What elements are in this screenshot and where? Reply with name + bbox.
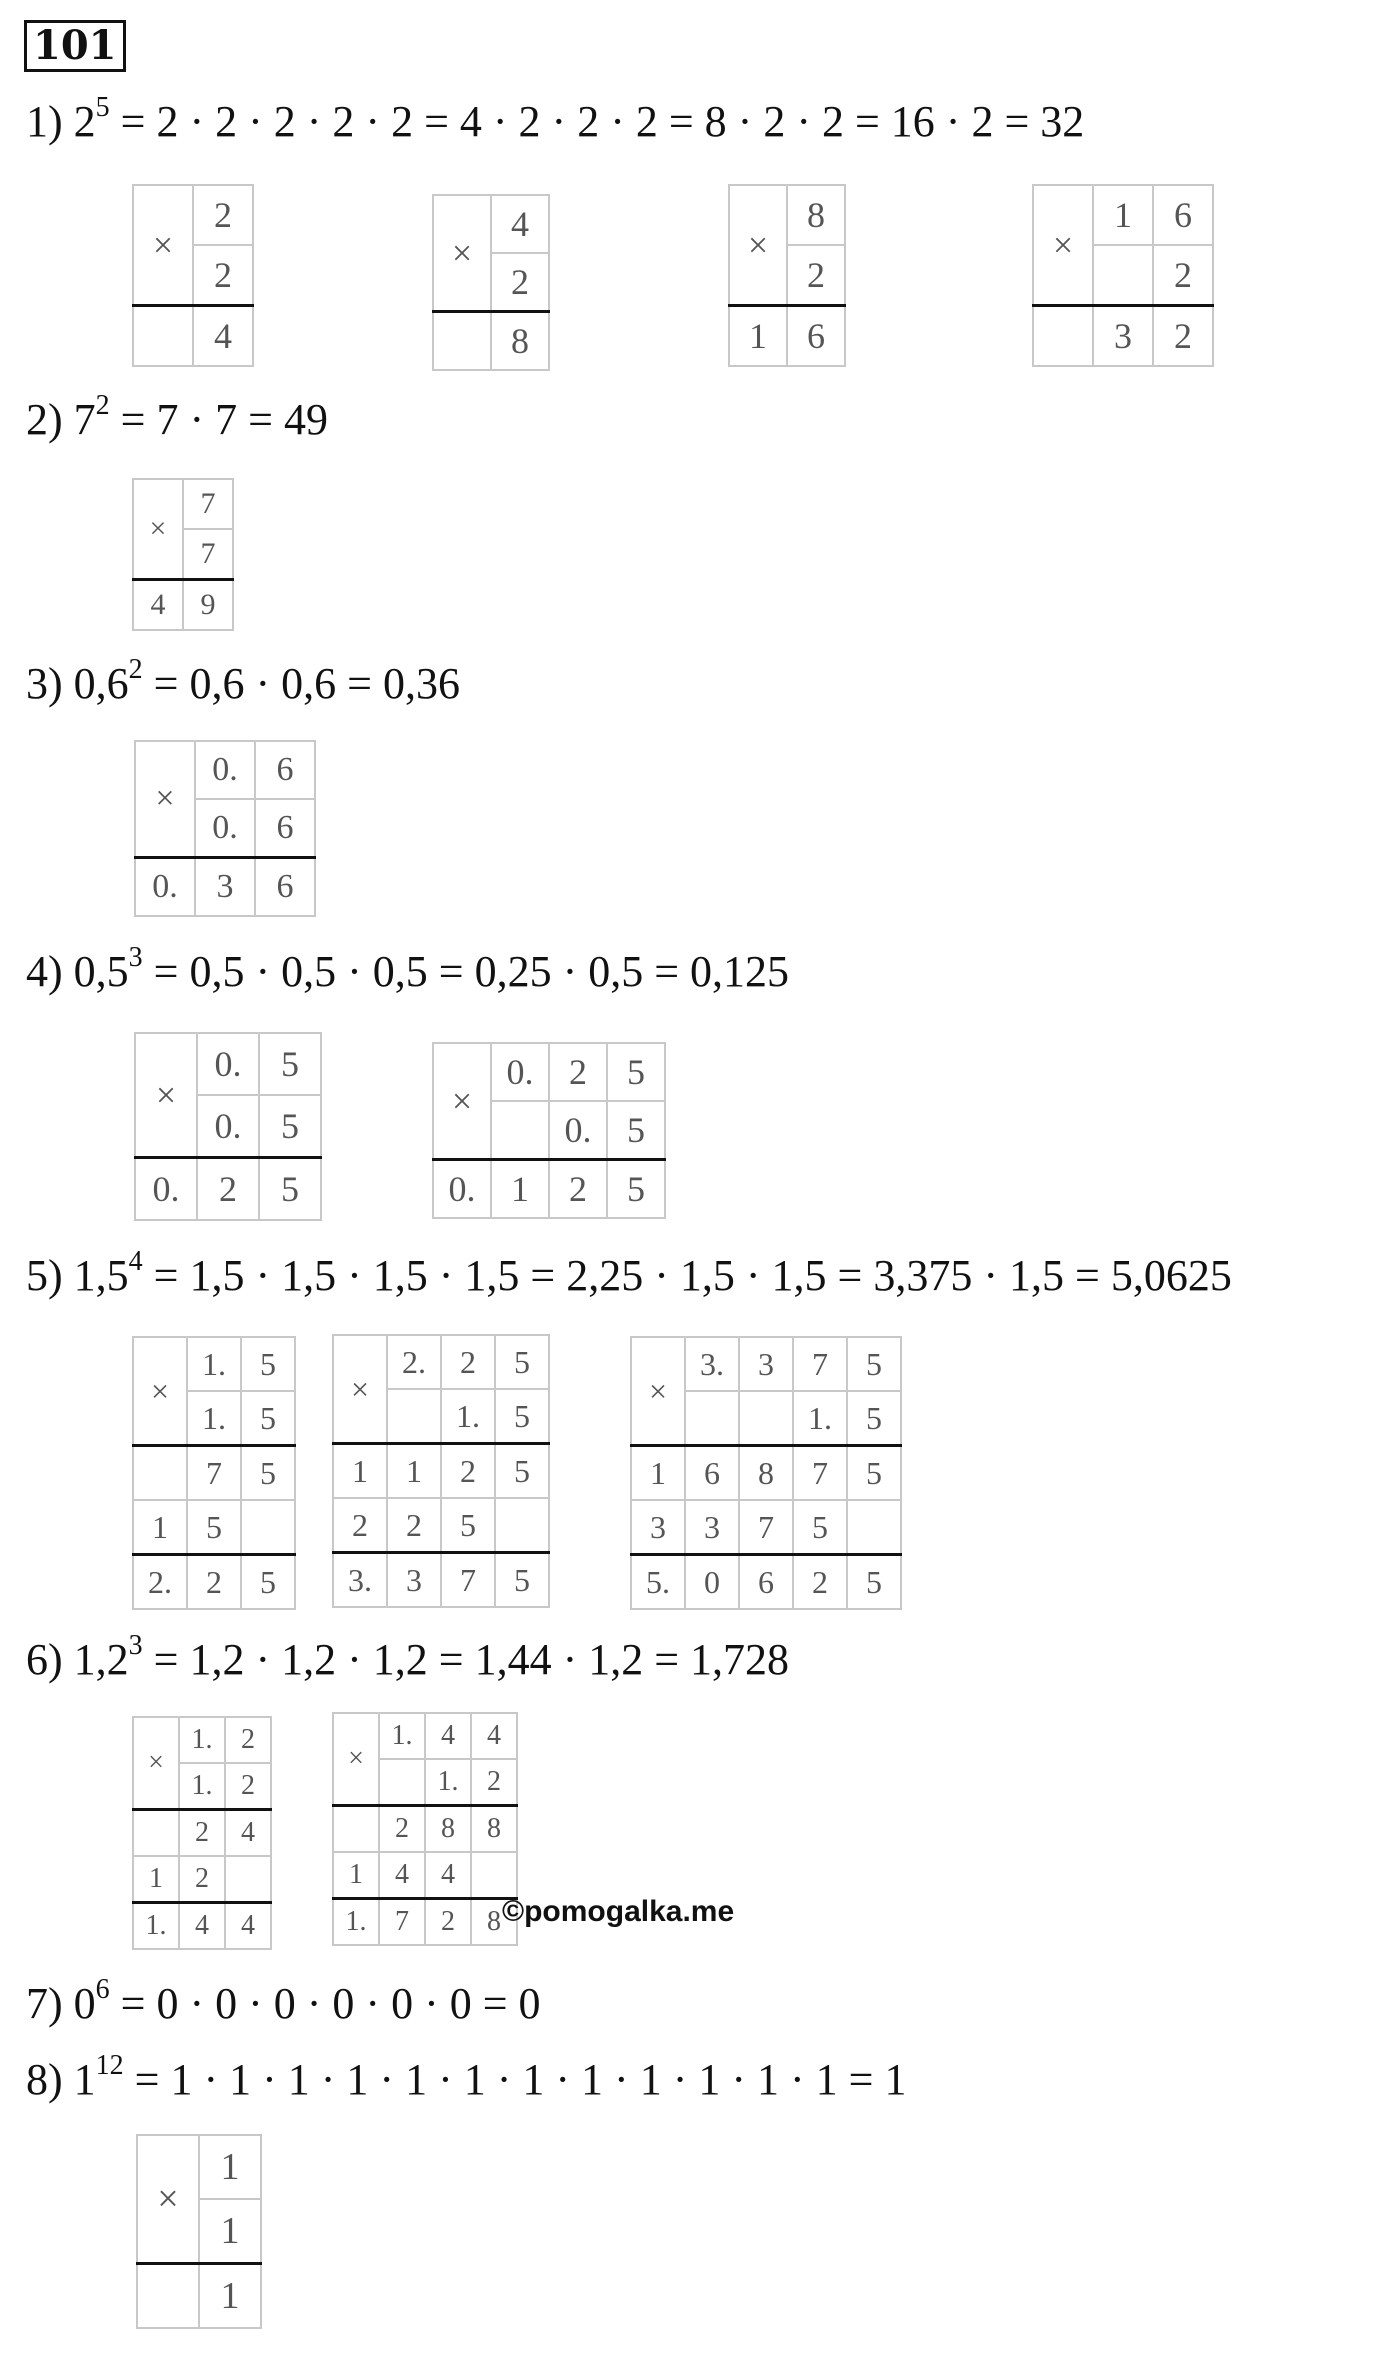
grid-cell xyxy=(491,1101,549,1160)
grid-cell xyxy=(387,1389,441,1444)
grid-cell: 2. xyxy=(133,1555,187,1610)
grid-cell: 7 xyxy=(183,479,233,529)
grid-cell: 7 xyxy=(379,1899,425,1946)
grid-cell: 4 xyxy=(425,1852,471,1899)
grid-cell: 1. xyxy=(425,1759,471,1806)
grid-cell: 2 xyxy=(425,1899,471,1946)
multiplication-grid xyxy=(332,1334,550,1608)
grid-cell: 8 xyxy=(471,1806,517,1853)
grid-cell: 7 xyxy=(187,1446,241,1501)
grid-cell: 1. xyxy=(179,1717,225,1763)
grid-cell: 5 xyxy=(241,1555,295,1610)
grid-cell: 5 xyxy=(495,1389,549,1444)
grid-cell: 2 xyxy=(387,1498,441,1553)
grid-cell: 1. xyxy=(793,1391,847,1446)
grid-cell: 1. xyxy=(333,1899,379,1946)
grid-cell: 8 xyxy=(491,312,549,371)
grid-cell: 2 xyxy=(1153,245,1213,306)
grid-cell xyxy=(1033,306,1093,367)
grid-cell: 1. xyxy=(187,1337,241,1391)
grid-cell: 5 xyxy=(241,1446,295,1501)
grid-cell: 5 xyxy=(241,1337,295,1391)
multiplication-grid xyxy=(1032,184,1214,367)
grid-cell: 3 xyxy=(387,1553,441,1608)
grid-cell: 7 xyxy=(793,1337,847,1391)
multiplication-grid xyxy=(132,1336,296,1610)
grid-cell: 0. xyxy=(197,1095,259,1158)
grid-cell: 2 xyxy=(787,245,845,306)
grid-cell: 2 xyxy=(471,1759,517,1806)
grid-cell: 2 xyxy=(549,1043,607,1101)
grid-cell xyxy=(495,1498,549,1553)
grid-cell xyxy=(333,1806,379,1853)
grid-cell: 6 xyxy=(685,1446,739,1501)
grid-cell: 5 xyxy=(495,1335,549,1389)
grid-cell: 6 xyxy=(739,1555,793,1610)
equation-5: 5) $1,5^4 = 1,5 \cdot 1,5 \cdot 1,5 \cdot 1,5 = 2,25 \cdot 1,5 \cdot 1,5 = 3,375 \cdot 1,5 = 5,0625$ xyxy=(26,1246,1232,1300)
equation-3: 3) $0,6^2 = 0,6 \cdot 0,6 = 0,36$ xyxy=(26,654,460,708)
grid-cell: 5 xyxy=(847,1337,901,1391)
grid-cell: 1. xyxy=(441,1389,495,1444)
grid-cell: 3 xyxy=(631,1500,685,1555)
grid-cell: 4 xyxy=(179,1903,225,1950)
grid-cell: 7 xyxy=(183,529,233,580)
times-sign: × xyxy=(631,1337,685,1446)
times-sign: × xyxy=(729,185,787,306)
watermark: ©pomogalka.me xyxy=(502,1895,735,1928)
times-sign: × xyxy=(133,479,183,580)
multiplication-grid xyxy=(132,1716,272,1950)
grid-cell xyxy=(433,312,491,371)
grid-cell: 0. xyxy=(135,1158,197,1221)
grid-cell: 1 xyxy=(199,2264,261,2329)
grid-cell: 3. xyxy=(333,1553,387,1608)
grid-cell: 6 xyxy=(787,306,845,367)
grid-cell: 8 xyxy=(425,1806,471,1853)
grid-cell xyxy=(137,2264,199,2329)
grid-cell: 2 xyxy=(441,1335,495,1389)
grid-cell: 2 xyxy=(179,1810,225,1857)
grid-cell: 4 xyxy=(425,1713,471,1759)
grid-cell: 3 xyxy=(1093,306,1153,367)
times-sign: × xyxy=(133,1717,179,1810)
grid-cell: 5 xyxy=(847,1446,901,1501)
grid-cell: 4 xyxy=(379,1852,425,1899)
multiplication-grid xyxy=(630,1336,902,1610)
multiplication-grid xyxy=(132,478,234,631)
grid-cell: 2 xyxy=(1153,306,1213,367)
times-sign: × xyxy=(135,1033,197,1158)
grid-cell: 1 xyxy=(729,306,787,367)
grid-cell: 5 xyxy=(607,1101,665,1160)
multiplication-grid xyxy=(332,1712,518,1946)
equation-8: 8) $1^{12} = 1 \cdot 1 \cdot 1 \cdot 1 \cdot 1 \cdot 1 \cdot 1 \cdot 1 \cdot 1 \cdot 1 \cdot 1 \cdot 1 = 1$ xyxy=(26,2050,907,2104)
grid-cell: 2 xyxy=(333,1498,387,1553)
times-sign: × xyxy=(133,185,193,306)
grid-cell: 5 xyxy=(847,1391,901,1446)
grid-cell: 7 xyxy=(739,1500,793,1555)
times-sign: × xyxy=(137,2135,199,2264)
grid-cell: 0. xyxy=(135,858,195,917)
grid-cell: 1 xyxy=(491,1160,549,1219)
grid-cell: 6 xyxy=(255,858,315,917)
grid-cell xyxy=(241,1500,295,1555)
grid-cell xyxy=(471,1852,517,1899)
grid-cell: 1. xyxy=(179,1763,225,1810)
grid-cell: 0. xyxy=(197,1033,259,1095)
grid-cell: 2 xyxy=(379,1806,425,1853)
grid-cell: 5 xyxy=(793,1500,847,1555)
grid-cell: 2 xyxy=(793,1555,847,1610)
grid-cell: 5 xyxy=(187,1500,241,1555)
equation-6: 6) $1,2^3 = 1,2 \cdot 1,2 \cdot 1,2 = 1,44 \cdot 1,2 = 1,728$ xyxy=(26,1630,790,1684)
equation-1: 1) $2^5 = 2 \cdot 2 \cdot 2 \cdot 2 \cdot 2 = 4 \cdot 2 \cdot 2 \cdot 2 = 8 \cdot 2 \cdot 2 = 16 \cdot 2 = 32$ xyxy=(26,92,1085,146)
grid-cell xyxy=(133,306,193,367)
grid-cell: 8 xyxy=(787,185,845,245)
grid-cell: 3 xyxy=(739,1337,793,1391)
times-sign: × xyxy=(135,741,195,858)
times-sign: × xyxy=(333,1335,387,1444)
grid-cell: 5 xyxy=(259,1095,321,1158)
grid-cell: 2 xyxy=(187,1555,241,1610)
grid-cell xyxy=(685,1391,739,1446)
grid-cell: 5 xyxy=(847,1555,901,1610)
multiplication-grid xyxy=(132,184,254,367)
grid-cell: 2 xyxy=(225,1717,271,1763)
grid-cell: 7 xyxy=(441,1553,495,1608)
grid-cell: 5 xyxy=(241,1391,295,1446)
grid-cell: 5. xyxy=(631,1555,685,1610)
grid-cell: 1. xyxy=(379,1713,425,1759)
grid-cell: 5 xyxy=(441,1498,495,1553)
grid-cell: 5 xyxy=(259,1033,321,1095)
grid-cell xyxy=(739,1391,793,1446)
grid-cell: 4 xyxy=(471,1713,517,1759)
grid-cell: 0 xyxy=(685,1555,739,1610)
grid-cell: 1. xyxy=(133,1903,179,1950)
grid-cell: 7 xyxy=(793,1446,847,1501)
grid-cell: 2 xyxy=(193,185,253,245)
equation-4: 4) $0,5^3 = 0,5 \cdot 0,5 \cdot 0,5 = 0,25 \cdot 0,5 = 0,125$ xyxy=(26,942,790,996)
grid-cell: 4 xyxy=(133,580,183,631)
grid-cell: 0. xyxy=(433,1160,491,1219)
times-sign: × xyxy=(433,195,491,312)
grid-cell: 1. xyxy=(187,1391,241,1446)
grid-cell: 1 xyxy=(133,1856,179,1903)
grid-cell: 0. xyxy=(549,1101,607,1160)
grid-cell: 5 xyxy=(607,1043,665,1101)
grid-cell: 5 xyxy=(607,1160,665,1219)
times-sign: × xyxy=(133,1337,187,1446)
grid-cell: 2 xyxy=(441,1444,495,1499)
equation-7: 7) $0^6 = 0 \cdot 0 \cdot 0 \cdot 0 \cdot 0 \cdot 0 = 0$ xyxy=(26,1974,541,2028)
grid-cell: 0. xyxy=(195,799,255,858)
grid-cell: 1 xyxy=(387,1444,441,1499)
grid-cell: 4 xyxy=(225,1903,271,1950)
grid-cell: 0. xyxy=(195,741,255,799)
times-sign: × xyxy=(433,1043,491,1160)
grid-cell: 6 xyxy=(255,741,315,799)
grid-cell: 2. xyxy=(387,1335,441,1389)
task-number: 101 xyxy=(24,20,126,72)
grid-cell: 8 xyxy=(739,1446,793,1501)
grid-cell: 2 xyxy=(491,253,549,312)
multiplication-grid xyxy=(134,740,316,917)
grid-cell: 3. xyxy=(685,1337,739,1391)
grid-cell: 4 xyxy=(193,306,253,367)
grid-cell: 5 xyxy=(495,1553,549,1608)
grid-cell: 0. xyxy=(491,1043,549,1101)
grid-cell: 5 xyxy=(495,1444,549,1499)
multiplication-grid xyxy=(136,2134,262,2329)
grid-cell: 1 xyxy=(133,1500,187,1555)
grid-cell: 4 xyxy=(225,1810,271,1857)
grid-cell xyxy=(379,1759,425,1806)
grid-cell: 2 xyxy=(179,1856,225,1903)
times-sign: × xyxy=(1033,185,1093,306)
multiplication-grid xyxy=(432,1042,666,1219)
multiplication-grid xyxy=(134,1032,322,1221)
grid-cell: 1 xyxy=(333,1444,387,1499)
equation-2: 2) $7^2 = 7 \cdot 7 = 49$ xyxy=(26,390,328,444)
grid-cell: 6 xyxy=(1153,185,1213,245)
grid-cell: 2 xyxy=(549,1160,607,1219)
grid-cell: 1 xyxy=(1093,185,1153,245)
grid-cell: 1 xyxy=(333,1852,379,1899)
grid-cell: 2 xyxy=(225,1763,271,1810)
grid-cell: 9 xyxy=(183,580,233,631)
multiplication-grid xyxy=(432,194,550,371)
grid-cell: 5 xyxy=(259,1158,321,1221)
grid-cell xyxy=(133,1810,179,1857)
grid-cell: 8 xyxy=(471,1899,517,1946)
grid-cell xyxy=(133,1446,187,1501)
grid-cell: 2 xyxy=(193,245,253,306)
grid-cell: 1 xyxy=(199,2199,261,2264)
grid-cell: 3 xyxy=(685,1500,739,1555)
grid-cell: 2 xyxy=(197,1158,259,1221)
grid-cell: 6 xyxy=(255,799,315,858)
grid-cell xyxy=(1093,245,1153,306)
grid-cell: 3 xyxy=(195,858,255,917)
grid-cell xyxy=(847,1500,901,1555)
grid-cell: 4 xyxy=(491,195,549,253)
times-sign: × xyxy=(333,1713,379,1806)
grid-cell xyxy=(225,1856,271,1903)
grid-cell: 1 xyxy=(631,1446,685,1501)
grid-cell: 1 xyxy=(199,2135,261,2199)
multiplication-grid xyxy=(728,184,846,367)
